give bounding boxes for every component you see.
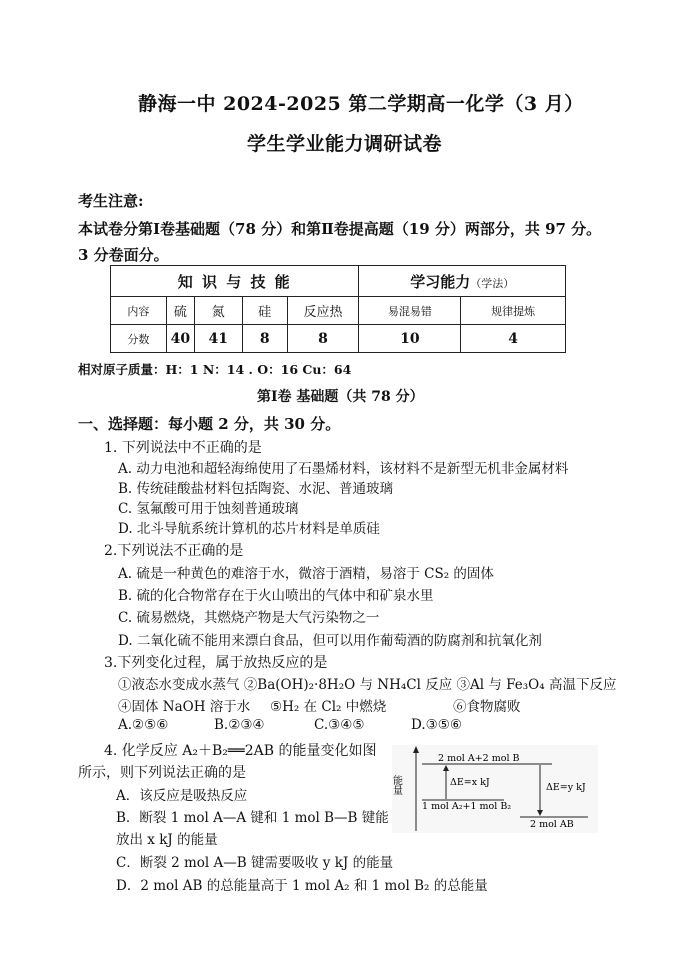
ability-note: （学法）	[470, 276, 515, 290]
table-cell: 8	[242, 325, 287, 353]
table-cell: 硫	[166, 297, 194, 325]
table-cell: 10	[359, 325, 461, 353]
q1-option-b: B. 传统硅酸盐材料包括陶瓷、水泥、普通玻璃	[118, 481, 394, 497]
q4-option-a: A．该反应是吸热反应	[116, 788, 248, 804]
ability-label: 学习能力	[410, 272, 471, 291]
q3-item-6: ⑥食物腐败	[453, 699, 521, 715]
delta-x-label: ΔE=x kJ	[450, 777, 490, 788]
q2-option-b: B. 硫的化合物常存在于火山喷出的气体中和矿泉水里	[118, 588, 434, 604]
table-cell: 规律提炼	[461, 297, 566, 325]
energy-diagram	[392, 745, 598, 833]
q4-stem-cont: 所示，则下列说法正确的是	[78, 765, 246, 781]
table-cell: 40	[166, 325, 194, 353]
table-row	[111, 297, 566, 325]
table-header-knowledge: 知 识 与 技 能	[111, 266, 359, 297]
table-cell: 41	[194, 325, 242, 353]
q3-item-5: ⑤H₂ 在 Cl₂ 中燃烧	[270, 699, 387, 715]
q4-option-b-cont: 放出 x kJ 的能量	[116, 832, 218, 848]
q4-option-b: B．断裂 1 mol A—A 键和 1 mol B—B 键能	[116, 810, 389, 826]
exam-subtitle: 学生学业能力调研试卷	[247, 133, 443, 155]
energy-axis-label: 能量	[390, 775, 402, 795]
q3-option-b: B.②③④	[214, 717, 265, 733]
q3-option-c: C.③④⑤	[314, 717, 365, 733]
delta-y-label: ΔE=y kJ	[546, 782, 586, 793]
q3-option-d: D.③⑤⑥	[411, 717, 462, 733]
q4-option-c: C．断裂 2 mol A—B 键需要吸收 y kJ 的能量	[116, 855, 394, 871]
table-cell: 内容	[111, 297, 167, 325]
q4-stem: 4. 化学反应 A₂＋B₂══2AB 的能量变化如图	[104, 743, 377, 759]
q3-item-4: ④固体 NaOH 溶于水	[118, 699, 251, 715]
table-cell: 硅	[242, 297, 287, 325]
exam-title: 静海一中 2024-2025 第二学期高一化学（3 月）	[138, 93, 584, 115]
level-low-label: 2 mol AB	[530, 819, 574, 830]
atomic-mass-line: 相对原子质量：H：1 N：14 . O：16 Cu：64	[78, 362, 352, 377]
notice-line-2: 3 分卷面分。	[78, 246, 169, 264]
notice-line-1: 本试卷分第Ⅰ卷基础题（78 分）和第Ⅱ卷提高题（19 分）两部分，共 97 分。	[78, 220, 602, 238]
level-top-label: 2 mol A+2 mol B	[438, 753, 520, 764]
notice-label: 考生注意:	[78, 192, 144, 210]
q2-option-c: C. 硫易燃烧，其燃烧产物是大气污染物之一	[118, 610, 380, 626]
table-cell: 分数	[111, 325, 167, 353]
q2-option-a: A. 硫是一种黄色的难溶于水，微溶于酒精，易溶于 CS₂ 的固体	[118, 566, 494, 582]
table-row	[111, 325, 566, 353]
q1-option-a: A. 动力电池和超轻海绵使用了石墨烯材料，该材料不是新型无机非金属材料	[118, 461, 569, 477]
q3-option-a: A.②⑤⑥	[118, 717, 169, 733]
table-header-ability	[359, 266, 566, 297]
q3-items-line-1: ①液态水变成水蒸气 ②Ba(OH)₂·8H₂O 与 NH₄Cl 反应 ③Al 与 Fe₃O₄ 高温下反应	[118, 677, 617, 693]
q1-stem: 1. 下列说法中不正确的是	[104, 440, 262, 456]
table-cell: 氮	[194, 297, 242, 325]
q1-option-d: D. 北斗导航系统计算机的芯片材料是单质硅	[118, 521, 380, 537]
section-heading: 第Ⅰ卷 基础题（共 78 分）	[257, 389, 424, 405]
part-heading: 一、选择题：每小题 2 分，共 30 分。	[78, 415, 341, 433]
table-cell: 4	[461, 325, 566, 353]
q3-stem: 3.下列变化过程，属于放热反应的是	[104, 655, 328, 671]
q2-stem: 2.下列说法不正确的是	[104, 543, 244, 559]
table-cell: 8	[287, 325, 359, 353]
q1-option-c: C. 氢氟酸可用于蚀刻普通玻璃	[118, 501, 299, 517]
score-table	[110, 265, 566, 353]
table-cell: 易混易错	[359, 297, 461, 325]
q4-option-d: D．2 mol AB 的总能量高于 1 mol A₂ 和 1 mol B₂ 的总能量	[116, 878, 488, 894]
level-mid-label: 1 mol A₂+1 mol B₂	[422, 801, 512, 812]
q2-option-d: D. 二氧化硫不能用来漂白食品，但可以用作葡萄酒的防腐剂和抗氧化剂	[118, 633, 542, 649]
table-cell: 反应热	[287, 297, 359, 325]
